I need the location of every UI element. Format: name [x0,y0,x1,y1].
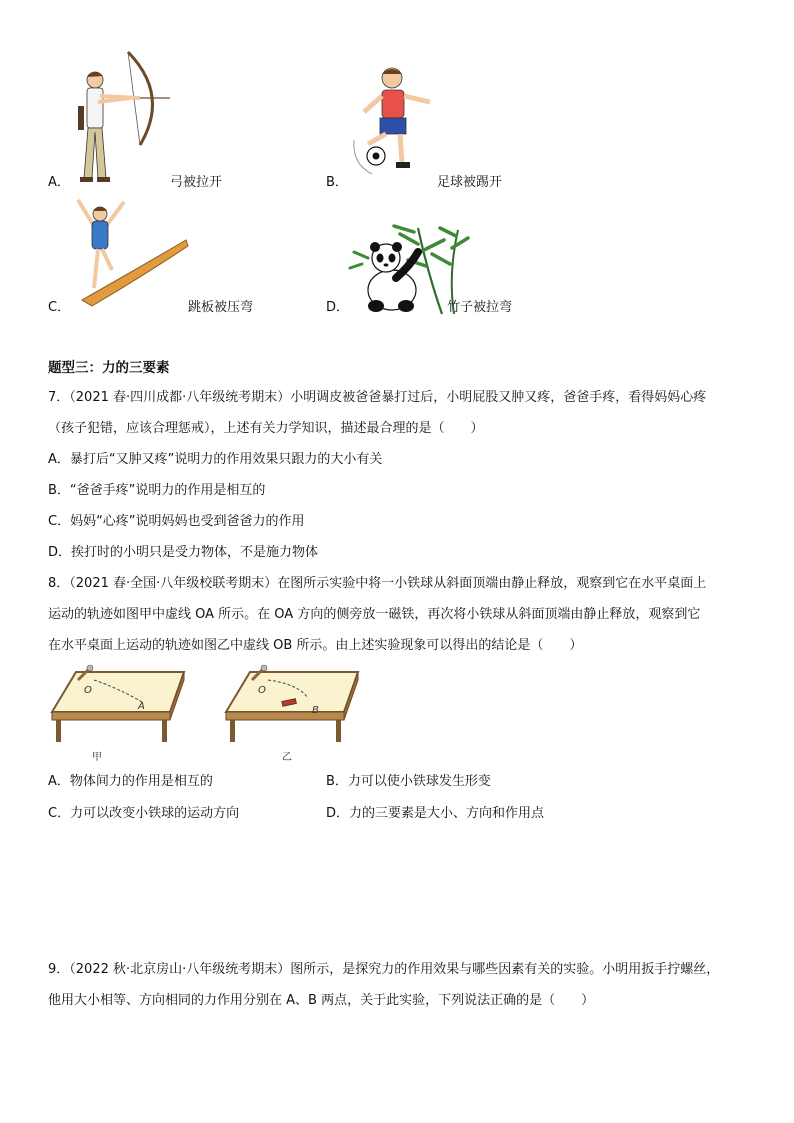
option-d-letter: D． [326,300,350,315]
q9-stem-line-1: 9．（2022 秋·北京房山·八年级统考期末）图所示，是探究力的作用效果与哪些因素有关的实验。小明用扳手拧螺丝， [48,962,720,977]
figure-jia-table-trajectory [48,664,188,744]
q8-stem-line-3: 在水平桌面上运动的轨迹如图乙中虚线 OB 所示。由上述实验现象可以得出的结论是（ ） [48,638,583,653]
boy-kicking-football-illustration [350,62,440,182]
q8-option-a[interactable]: A．物体间力的作用是相互的 [48,774,213,789]
figure-yi-point-o: O [258,685,266,696]
q8-stem-line-1: 8．（2021 春·全国·八年级校联考期末）在图所示实验中将一小铁球从斜面顶端由静止释放，观察到它在水平桌面上 [48,576,707,591]
option-a-letter: A． [48,175,70,190]
figure-yi-point-b: B [312,705,319,716]
q9-stem-line-2: 他用大小相等、方向相同的力作用分别在 A、B 两点，关于此实验，下列说法正确的是（ ） [48,993,595,1008]
q7-option-d[interactable]: D．挨打时的小明只是受力物体，不是施力物体 [48,545,319,560]
figure-jia-caption: 甲 [92,752,102,763]
q7-option-c[interactable]: C．妈妈“心疼”说明妈妈也受到爸爸力的作用 [48,514,305,529]
section-title: 题型三：力的三要素 [48,360,170,376]
q7-option-b[interactable]: B．“爸爸手疼”说明力的作用是相互的 [48,483,266,498]
q8-option-d[interactable]: D．力的三要素是大小、方向和作用点 [326,806,545,821]
option-d-caption: 竹子被拉弯 [447,300,513,315]
q7-option-a[interactable]: A．暴打后“又肿又疼”说明力的作用效果只跟力的大小有关 [48,452,383,467]
q7-stem-line-2: （孩子犯错，应该合理惩戒），上述有关力学知识，描述最合理的是（ ） [48,421,484,436]
option-a-caption: 弓被拉开 [170,175,223,190]
option-b-letter: B． [326,175,348,190]
archer-drawing-bow-illustration [70,50,180,190]
figure-yi-table-trajectory [222,664,362,744]
option-c-letter: C． [48,300,71,315]
figure-jia-point-a: A [138,701,145,712]
figure-jia-point-o: O [84,685,92,696]
q7-stem-line-1: 7．（2021 春·四川成都·八年级统考期末）小明调皮被爸爸暴打过后，小明屁股又肿又疼，爸爸手疼，看得妈妈心疼 [48,390,707,405]
diver-on-springboard-illustration [72,196,192,308]
figure-yi-caption: 乙 [282,752,292,763]
option-b-caption: 足球被踢开 [437,175,503,190]
q8-stem-line-2: 运动的轨迹如图甲中虚线 OA 所示。在 OA 方向的侧旁放一磁铁，再次将小铁球从斜面顶端由静止释放，观察到它 [48,607,701,622]
q8-option-c[interactable]: C．力可以改变小铁球的运动方向 [48,806,240,821]
q8-option-b[interactable]: B．力可以使小铁球发生形变 [326,774,491,789]
option-c-caption: 跳板被压弯 [188,300,254,315]
